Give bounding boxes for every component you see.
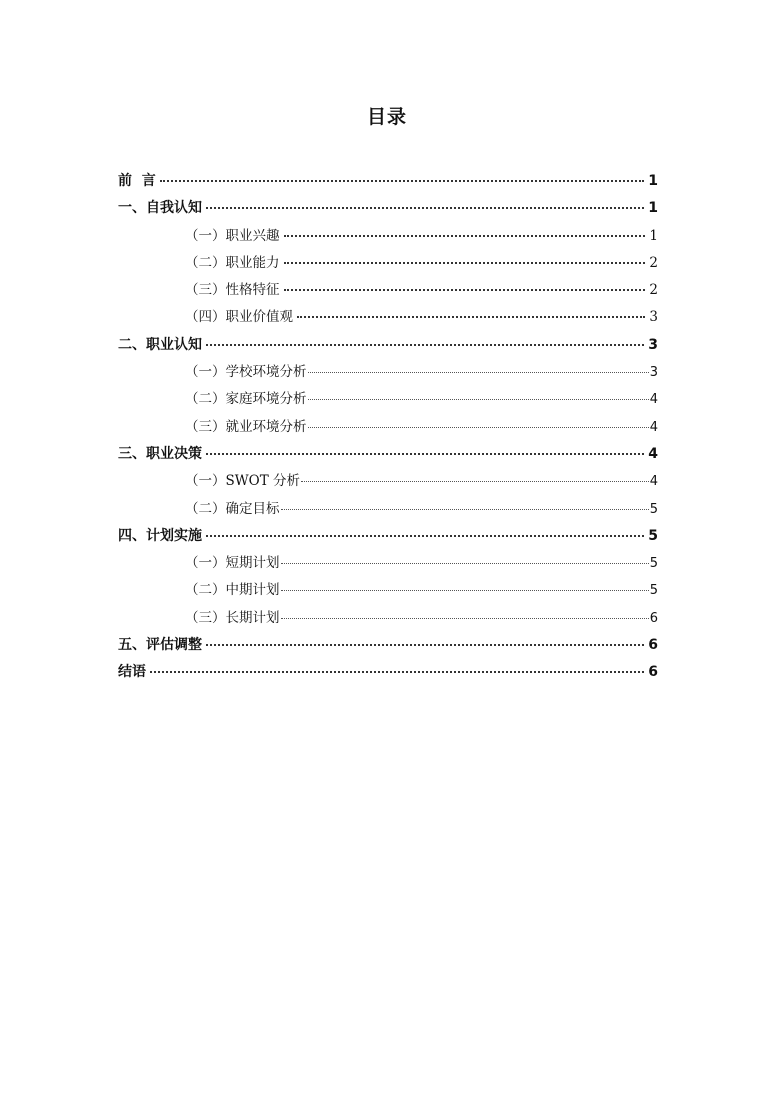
toc-entry-career-decision[interactable] <box>118 441 658 468</box>
toc-entry-page: 3 <box>648 336 658 353</box>
dot-leader <box>284 258 646 264</box>
dot-leader <box>308 423 649 428</box>
dot-leader <box>308 395 649 400</box>
toc-entry-long-term-plan[interactable] <box>118 605 658 632</box>
toc-entry-page: 5 <box>648 527 658 544</box>
dot-leader <box>284 231 646 237</box>
toc-entry-page: 1 <box>648 200 658 217</box>
dot-leader <box>308 368 649 373</box>
toc-entry-page: 1 <box>648 173 658 189</box>
toc-entry-label: （二）中期计划 <box>185 582 280 599</box>
toc-entry-page: 1 <box>649 227 658 244</box>
toc-entry-swot-analysis[interactable] <box>118 468 658 495</box>
toc-entry-page: 5 <box>649 501 658 517</box>
toc-entry-evaluation-adjustment[interactable] <box>118 632 658 659</box>
toc-entry-page: 4 <box>649 474 658 490</box>
toc-entry-page: 4 <box>648 445 658 462</box>
dot-leader <box>206 449 644 455</box>
toc-entry-mid-term-plan[interactable] <box>118 577 658 604</box>
dot-leader <box>150 667 644 673</box>
toc-entry-self-awareness[interactable] <box>118 195 658 222</box>
toc-entry-employment-environment[interactable] <box>118 414 658 441</box>
toc-entry-career-values[interactable] <box>118 304 658 331</box>
toc-entry-label: 四、计划实施 <box>118 527 202 544</box>
toc-entry-career-interest[interactable] <box>118 223 658 250</box>
dot-leader <box>281 614 649 619</box>
toc-title: 目录 <box>366 106 407 128</box>
toc-entry-label: （四）职业价值观 <box>185 309 293 326</box>
toc-entry-personality[interactable] <box>118 277 658 304</box>
toc-entry-label: （二）确定目标 <box>185 500 280 517</box>
toc-entry-label: 三、职业决策 <box>118 445 202 462</box>
dot-leader <box>206 531 644 537</box>
dot-leader <box>281 586 649 591</box>
toc-entry-school-environment[interactable] <box>118 359 658 386</box>
toc-entry-page: 6 <box>648 637 658 654</box>
toc-entry-page: 6 <box>648 664 658 681</box>
toc-entry-label: （一）SWOT 分析 <box>185 473 300 490</box>
dot-leader <box>281 505 649 510</box>
toc-entry-page: 3 <box>649 365 658 381</box>
toc-entry-label: （一）短期计划 <box>185 555 280 572</box>
toc-entry-label: 结语 <box>118 664 146 681</box>
toc-entry-family-environment[interactable] <box>118 386 658 413</box>
toc-entry-page: 5 <box>649 556 658 572</box>
toc-entry-page: 4 <box>649 392 658 408</box>
toc-entry-label: （二）职业能力 <box>185 254 280 271</box>
table-of-contents <box>118 168 658 687</box>
toc-entry-label: （二）家庭环境分析 <box>185 391 307 408</box>
toc-entry-label: 五、评估调整 <box>118 637 202 654</box>
toc-entry-label: （一）学校环境分析 <box>185 364 307 381</box>
toc-entry-page: 2 <box>649 254 658 271</box>
toc-entry-page: 2 <box>649 282 658 299</box>
toc-entry-conclusion[interactable] <box>118 659 658 686</box>
toc-entry-label: （三）性格特征 <box>185 282 280 299</box>
toc-entry-career-cognition[interactable] <box>118 332 658 359</box>
toc-entry-set-goals[interactable] <box>118 496 658 523</box>
dot-leader <box>297 312 645 318</box>
dot-leader <box>301 477 649 482</box>
dot-leader <box>206 203 644 209</box>
toc-entry-page: 4 <box>649 419 658 435</box>
toc-entry-label: 一、自我认知 <box>118 200 202 217</box>
toc-entry-label: （一）职业兴趣 <box>185 227 280 244</box>
toc-entry-short-term-plan[interactable] <box>118 550 658 577</box>
toc-entry-page: 6 <box>649 610 658 626</box>
dot-leader <box>281 559 649 564</box>
toc-entry-label: （三）长期计划 <box>185 609 280 626</box>
toc-entry-plan-implementation[interactable] <box>118 523 658 550</box>
toc-entry-label: （三）就业环境分析 <box>185 418 307 435</box>
toc-entry-page: 5 <box>649 583 658 599</box>
dot-leader <box>206 640 644 646</box>
toc-entry-career-ability[interactable] <box>118 250 658 277</box>
toc-entry-preface[interactable] <box>118 168 658 195</box>
toc-entry-page: 3 <box>649 309 658 326</box>
dot-leader <box>206 340 644 346</box>
toc-entry-label: 前 言 <box>118 173 156 189</box>
dot-leader <box>284 285 646 291</box>
toc-entry-label: 二、职业认知 <box>118 336 202 353</box>
dot-leader <box>160 176 645 182</box>
